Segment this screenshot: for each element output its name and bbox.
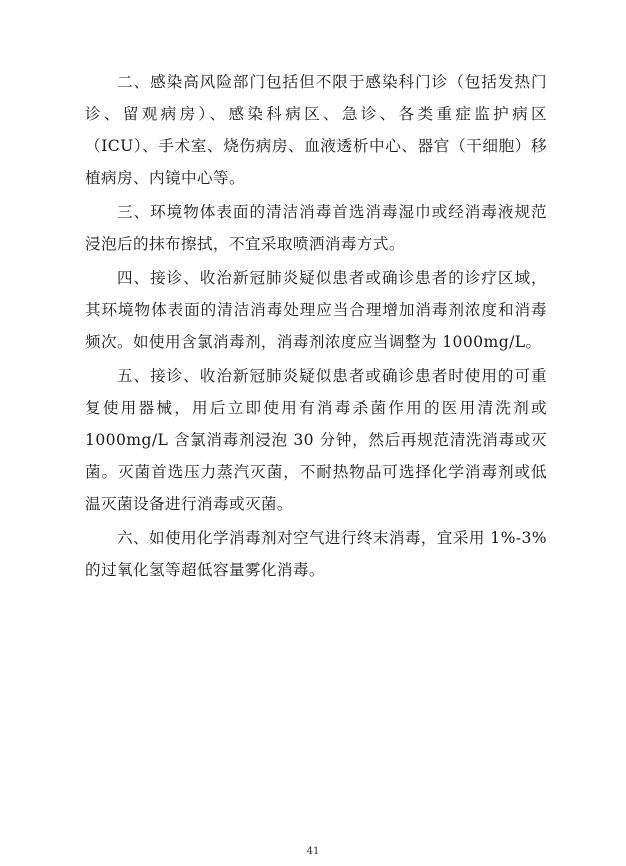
paragraph-item-4: 四、接诊、收治新冠肺炎疑似患者或确诊患者的诊疗区域，其环境物体表面的清洁消毒处理应当合理增加消毒剂浓度和消毒频次。如使用含氯消毒剂，消毒剂浓度应当调整为 1000mg/L。 [85, 269, 547, 351]
paragraph-item-5: 五、接诊、收治新冠肺炎疑似患者或确诊患者时使用的可重复使用器械，用后立即使用有消毒杀菌作用的医用清洗剂或 1000mg/L 含氯消毒剂浸泡 30 分钟，然后再规范清洗消毒或灭菌。灭菌首选压力蒸汽灭菌，不耐热物品可选择化学消毒剂或低温灭菌设备进行消毒或灭菌。 [85, 367, 547, 513]
page-number: 41 [306, 846, 320, 857]
paragraph-item-2: 二、感染高风险部门包括但不限于感染科门诊（包括发热门诊、留观病房）、感染科病区、急诊、各类重症监护病区（ICU）、手术室、烧伤病房、血液透析中心、器官（干细胞）移植病房、内镜中心等。 [85, 73, 547, 187]
document-body [85, 66, 547, 588]
paragraph-item-6: 六、如使用化学消毒剂对空气进行终末消毒，宜采用 1%-3% 的过氧化氢等超低容量雾化消毒。 [85, 529, 547, 579]
paragraph-item-3: 三、环境物体表面的清洁消毒首选消毒湿巾或经消毒液规范浸泡后的抹布擦拭，不宜采取喷洒消毒方式。 [85, 203, 547, 253]
